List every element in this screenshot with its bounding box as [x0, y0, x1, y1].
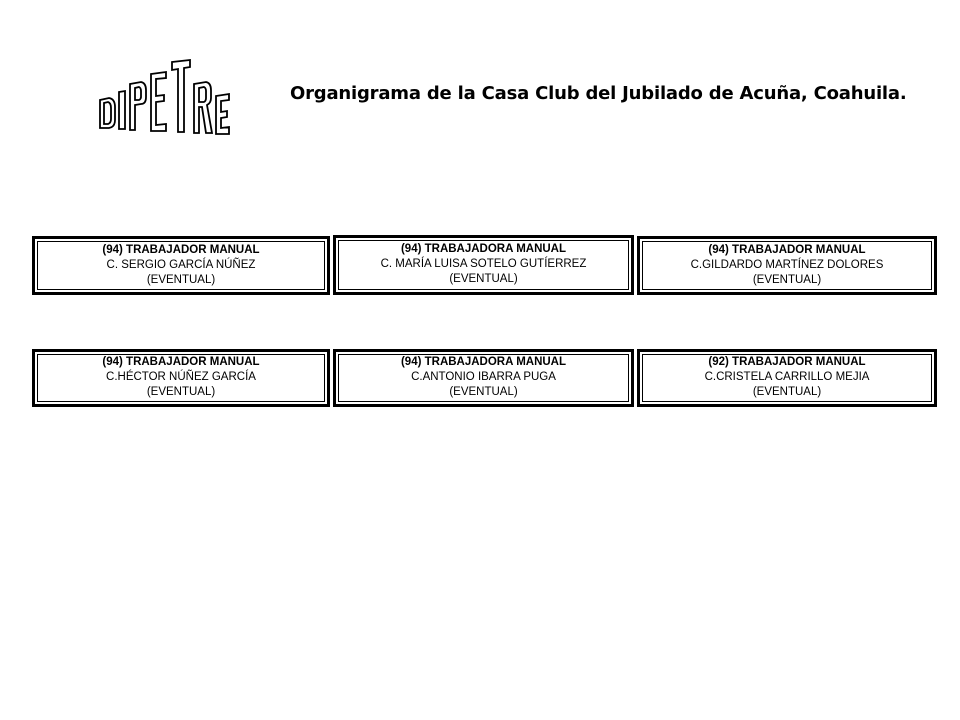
org-box-role: (94) TRABAJADORA MANUAL [400, 243, 567, 255]
org-box-role: (92) TRABAJADOR MANUAL [708, 356, 866, 368]
dipetre-logo [92, 52, 232, 136]
org-box-name: C.ANTONIO IBARRA PUGA [411, 371, 556, 383]
org-box-6 [637, 349, 937, 407]
org-box-status: (EVENTUAL) [449, 273, 518, 285]
org-box-name: C. SERGIO GARCÍA NÚÑEZ [106, 258, 256, 271]
org-box-2 [333, 235, 634, 295]
org-box-status: (EVENTUAL) [146, 386, 216, 398]
org-box-4 [32, 349, 330, 407]
org-box-role: (94) TRABAJADOR MANUAL [708, 243, 866, 256]
org-box-status: (EVENTUAL) [449, 386, 518, 398]
org-box-1 [32, 236, 330, 295]
org-box-status: (EVENTUAL) [146, 273, 216, 286]
org-box-status: (EVENTUAL) [752, 386, 822, 398]
page-title: Organigrama de la Casa Club del Jubilado de Acuña, Coahuila. [290, 83, 907, 104]
org-box-status: (EVENTUAL) [752, 273, 822, 286]
org-box-role: (94) TRABAJADOR MANUAL [102, 243, 260, 256]
org-box-name: C.HÉCTOR NÚÑEZ GARCÍA [106, 371, 256, 383]
org-box-role: (94) TRABAJADOR MANUAL [102, 356, 260, 368]
org-box-5 [333, 349, 634, 407]
org-box-name: C. MARÍA LUISA SOTELO GUTÍERREZ [380, 258, 587, 270]
org-box-name: C.CRISTELA CARRILLO MEJIA [704, 371, 870, 383]
org-box-role: (94) TRABAJADORA MANUAL [400, 356, 567, 368]
org-box-3 [637, 236, 937, 295]
org-box-name: C.GILDARDO MARTÍNEZ DOLORES [690, 258, 884, 271]
